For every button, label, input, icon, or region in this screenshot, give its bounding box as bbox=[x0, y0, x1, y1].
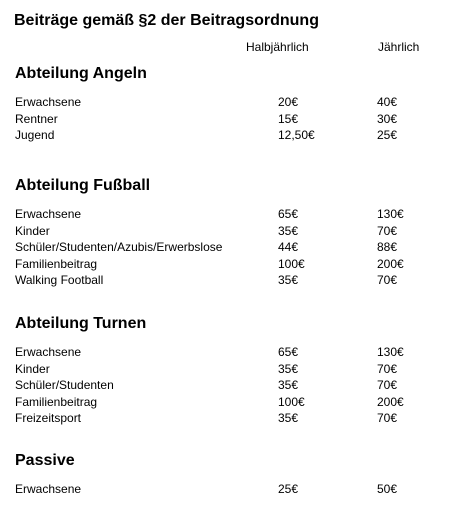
section-passive bbox=[15, 451, 445, 498]
fee-year: 130€ bbox=[377, 345, 404, 359]
fee-row bbox=[15, 481, 445, 498]
fee-list bbox=[15, 206, 445, 289]
fee-label: Kinder bbox=[15, 223, 50, 238]
fee-year: 200€ bbox=[377, 256, 404, 271]
fee-label: Erwachsene bbox=[15, 95, 82, 109]
fee-label: Kinder bbox=[15, 361, 50, 376]
fee-row bbox=[15, 127, 445, 144]
fee-year: 70€ bbox=[377, 223, 398, 238]
fee-label: Freizeitsport bbox=[15, 411, 82, 425]
fee-row bbox=[15, 344, 445, 361]
section-turnen bbox=[15, 314, 445, 427]
column-header-half-year: Halbjährlich bbox=[246, 40, 309, 54]
fee-label: Rentner bbox=[15, 111, 58, 126]
fee-half-year: 100€ bbox=[278, 394, 305, 409]
fee-year: 70€ bbox=[377, 273, 398, 287]
fee-label: Walking Football bbox=[15, 273, 104, 287]
fee-row bbox=[15, 361, 445, 378]
fee-year: 50€ bbox=[377, 482, 398, 496]
fee-row bbox=[15, 394, 445, 411]
fee-half-year: 35€ bbox=[278, 273, 299, 287]
fee-year: 30€ bbox=[377, 111, 398, 126]
fee-half-year: 65€ bbox=[278, 345, 299, 359]
fee-half-year: 12,50€ bbox=[278, 128, 315, 142]
section-title: Abteilung Fußball bbox=[15, 177, 151, 194]
fee-row bbox=[15, 223, 445, 240]
fee-row bbox=[15, 94, 445, 111]
column-header-year: Jährlich bbox=[378, 40, 420, 54]
fee-list bbox=[15, 481, 445, 498]
fee-row bbox=[15, 239, 445, 256]
fee-year: 130€ bbox=[377, 207, 404, 221]
fee-label: Erwachsene bbox=[15, 482, 82, 496]
fee-year: 88€ bbox=[377, 240, 398, 254]
fee-row bbox=[15, 206, 445, 223]
fee-half-year: 100€ bbox=[278, 256, 305, 271]
fee-year: 200€ bbox=[377, 394, 404, 409]
fee-half-year: 65€ bbox=[278, 207, 299, 221]
fee-label: Jugend bbox=[15, 128, 55, 142]
section-angeln bbox=[15, 64, 445, 144]
fee-half-year: 35€ bbox=[278, 378, 299, 392]
section-fussball bbox=[15, 176, 445, 289]
fee-row bbox=[15, 256, 445, 273]
fee-label: Erwachsene bbox=[15, 207, 82, 221]
section-title: Passive bbox=[15, 452, 75, 469]
fee-half-year: 44€ bbox=[278, 240, 299, 254]
fee-row bbox=[15, 410, 445, 427]
fee-half-year: 35€ bbox=[278, 361, 299, 376]
fee-half-year: 25€ bbox=[278, 482, 299, 496]
fee-row bbox=[15, 111, 445, 128]
fee-label: Schüler/Studenten bbox=[15, 378, 114, 392]
page-title: Beiträge gemäß §2 der Beitragsordnung bbox=[14, 12, 319, 29]
fee-half-year: 15€ bbox=[278, 111, 299, 126]
fee-half-year: 35€ bbox=[278, 411, 299, 425]
fee-half-year: 20€ bbox=[278, 95, 299, 109]
fee-label: Familienbeitrag bbox=[15, 256, 98, 271]
fee-year: 70€ bbox=[377, 361, 398, 376]
fee-year: 25€ bbox=[377, 128, 398, 142]
fee-row bbox=[15, 377, 445, 394]
section-title: Abteilung Turnen bbox=[15, 315, 147, 332]
section-title: Abteilung Angeln bbox=[15, 65, 147, 82]
fee-row bbox=[15, 272, 445, 289]
fee-year: 70€ bbox=[377, 378, 398, 392]
fee-year: 40€ bbox=[377, 95, 398, 109]
fee-half-year: 35€ bbox=[278, 223, 299, 238]
fee-label: Familienbeitrag bbox=[15, 394, 98, 409]
fee-label: Erwachsene bbox=[15, 345, 82, 359]
fee-list bbox=[15, 344, 445, 427]
fee-list bbox=[15, 94, 445, 144]
fee-label: Schüler/Studenten/Azubis/Erwerbslose bbox=[15, 240, 223, 254]
fee-year: 70€ bbox=[377, 411, 398, 425]
